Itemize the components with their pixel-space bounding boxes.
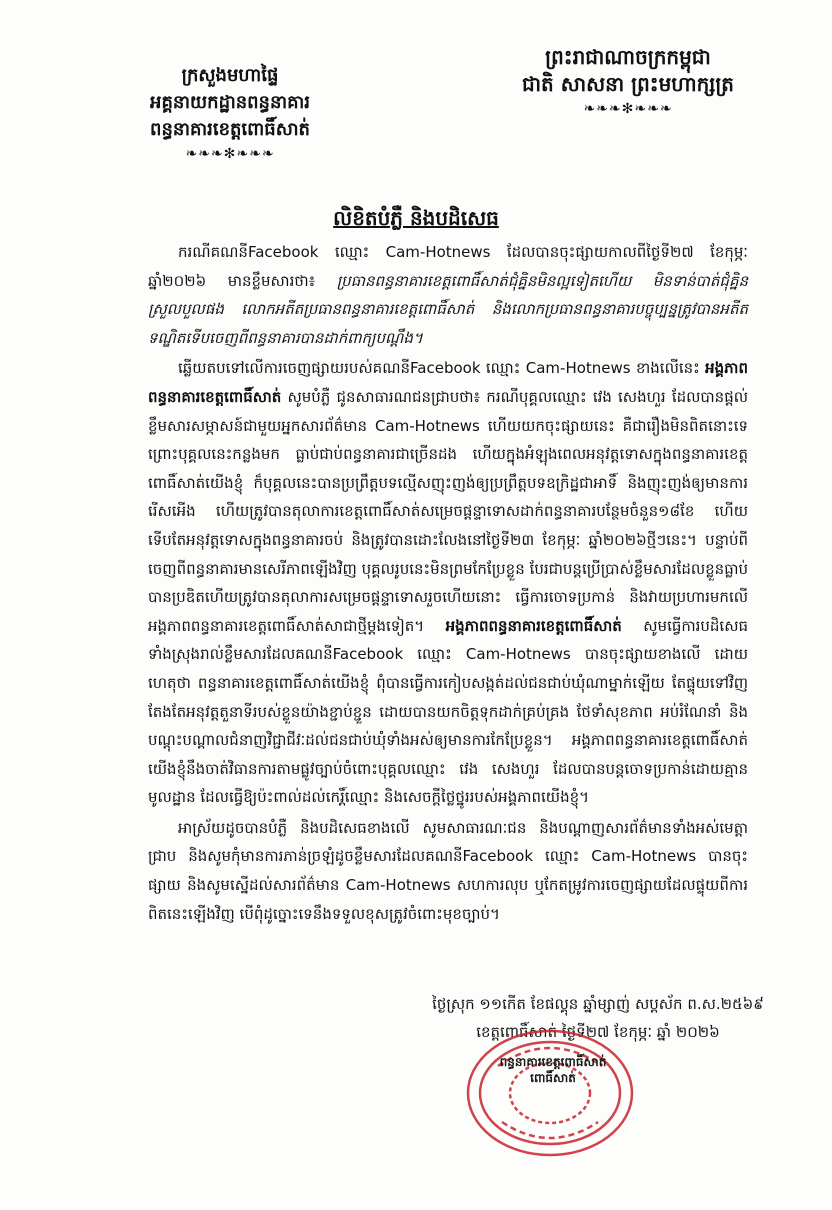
paragraph-2	[148, 354, 748, 812]
prison-name: ពន្ធនាគារខេត្តពោធិ៍សាត់	[150, 119, 310, 140]
document-title: លិខិតបំភ្លឺ និងបដិសេធ	[333, 206, 499, 230]
ministry-name: ក្រសួងមហាផ្ទៃ	[181, 65, 279, 86]
lunar-date: ថ្ងៃស្រុក ១១កើត ខែផល្គុន ឆ្នាំម្សាញ់ សប្តស័ក ព.ស.២៥៦៩	[432, 995, 764, 1013]
organization-name-2: អង្គភាពពន្ធនាគារខេត្តពោធិ៍សាត់	[445, 616, 622, 635]
paragraph-2-text-2: សូមធ្វើការបដិសេធទាំងស្រុងរាល់ខ្លឹមសារដែលគណនីFacebook ឈ្មោះ Cam-Hotnews បានចុះផ្សាយខាងលើ ដោយហេតុថា ពន្ធនាគារខេត្តពោធិ៍សាត់យើងខ្ញុំ ពុំបានធ្វើការកៀបសង្កត់ដល់ជនជាប់ឃុំណាម្នាក់ឡើយ តែផ្ទុយទៅវិញ តែងតែអនុវត្តតួនាទីរបស់ខ្លួនយ៉ាងខ្ជាប់ខ្ជួន ដោយបានយកចិត្តទុកដាក់គ្រប់គ្រង ថែទាំសុខភាព អប់រំណែនាំ និងបណ្តុះបណ្តាលជំនាញវិជ្ជាជីវៈដល់ជនជាប់ឃុំទាំងអស់ឲ្យមានការកែប្រែខ្លួន។ អង្គភាពពន្ធនាគារខេត្តពោធិ៍សាត់យើងខ្ញុំនឹងចាត់វិធានការតាមផ្លូវច្បាប់ចំពោះបុគ្គលឈ្មោះ វេង សេងហួរ ដែលបានបន្តចោទប្រកាន់ដោយគ្មានមូលដ្ឋាន ដែលធ្វើឱ្យប៉ះពាល់ដល់កេរ្តិ៍ឈ្មោះ និងសេចក្តីថ្លៃថ្នូររបស់អង្គភាពយើងខ្ញុំ។	[148, 616, 748, 807]
ministry-header	[110, 62, 350, 163]
paragraph-1-lead: ករណីគណនីFacebook ឈ្មោះ Cam-Hotnews ដែលបានចុះផ្សាយកាលពីថ្ងៃទី២៧ ខែកុម្ភៈ ឆ្នាំ២០២៦ មានខ្លឹមសារថា៖	[148, 243, 748, 290]
paragraph-2-lead: ឆ្លើយតបទៅលើការចេញផ្សាយរបស់គណនីFacebook ឈ្មោះ Cam-Hotnews ខាងលើនេះ	[178, 359, 706, 378]
department-name: អគ្គនាយកដ្ឋានពន្ធនាគារ	[150, 92, 310, 113]
kingdom-header	[478, 44, 778, 118]
quoted-post-content: ប្រធានពន្ធនាគារខេត្តពោធិ៍សាត់ជុំគ្និនមិនល្អទៀតហើយ មិនទាន់បាត់ជុំគ្និនស្រួលបួលផង លោកអតីតប្រធានពន្ធនាគារខេត្តពោធិ៍សាត់ និងលោកប្រធានពន្ធនាគារបច្ចុប្បន្នត្រូវបានអតីតទណ្ឌិតទើបចេញពីពន្ធនាគារបានដាក់ពាក្យបណ្តឹង។	[148, 271, 748, 347]
organization-name: អង្គភាពពន្ធនាគារខេត្តពោធិ៍សាត់	[148, 359, 748, 406]
paragraph-3	[148, 814, 748, 928]
ornament-divider-left: ❧❧❧✻❧❧❧	[185, 146, 275, 162]
national-motto: ជាតិ សាសនា ព្រះមហាក្សត្រ	[522, 72, 734, 96]
seal-text-line1: ពន្ធនាគារខេត្តពោធិ៍សាត់	[499, 1055, 607, 1069]
paragraph-3-text: អាស្រ័យដូចបានបំភ្លឺ និងបដិសេធខាងលើ សូមសាធារណៈជន និងបណ្តាញសារព័ត៌មានទាំងអស់មេត្តាជ្រាប និងសូមកុំមានការភាន់ច្រឡំដូចខ្លឹមសារដែលគណនីFacebook ឈ្មោះ Cam-Hotnews បានចុះផ្សាយ និងសូមស្នើដល់សារព័ត៌មាន Cam-Hotnews សហការលុប ឬកែតម្រូវការចេញផ្សាយដែលផ្ទុយពីការពិតនេះឡើងវិញ បើពុំដូច្នោះទេនឹងទទួលខុសត្រូវចំពោះមុខច្បាប់។	[148, 818, 748, 923]
letter-body	[148, 238, 748, 928]
paragraph-2-text: សូមបំភ្លឺ ជូនសាធារណជនជ្រាបថា៖ ករណីបុគ្គលឈ្មោះ វេង សេងហួរ ដែលបានផ្តល់ខ្លឹមសារសម្ភាសន៍ជាមួយអ្នកសារព័ត៌មាន Cam-Hotnews ហើយយកចុះផ្សាយនេះ គឺជារឿងមិនពិតនោះទេ ព្រោះបុគ្គលនេះកន្លងមក ធ្លាប់ជាប់ពន្ធនាគារជាច្រើនដង ហើយក្នុងអំឡុងពេលអនុវត្តទោសក្នុងពន្ធនាគារខេត្តពោធិ៍សាត់យើងខ្ញុំ ក៏បុគ្គលនេះបានប្រព្រឹត្តបទល្មើសញុះញង់ឲ្យប្រព្រឹត្តបទឧក្រិដ្ឋជាអាទិ៍ និងញុះញង់ឲ្យមានការរើសអើង ហើយត្រូវបានតុលាការខេត្តពោធិ៍សាត់សម្រេចផ្តន្ទាទោសដាក់ពន្ធនាគារបន្ថែមចំនួន១៨ខែ ហើយទើបតែអនុវត្តទោសក្នុងពន្ធនាគារចប់ និងត្រូវបានដោះលែងនៅថ្ងៃទី២៣ ខែកុម្ភៈ ឆ្នាំ២០២៦ថ្មីៗនេះ។ បន្ទាប់ពីចេញពីពន្ធនាគារមានសេរីភាពឡើងវិញ បុគ្គលរូបនេះមិនព្រមកែប្រែខ្លួន បែរជាបន្តប្រើប្រាស់ខ្លឹមសារដែលខ្លួនធ្លាប់បានប្រឌិតហើយត្រូវបានតុលាការសម្រេចផ្តន្ទាទោសរួចហើយនោះ ធ្វើការចោទប្រកាន់ និងវាយប្រហារមកលើអង្គភាពពន្ធនាគារខេត្តពោធិ៍សាត់សាជាថ្មីម្តងទៀត។	[148, 387, 748, 635]
official-seal-icon	[462, 1026, 638, 1160]
kingdom-name: ព្រះរាជាណាចក្រកម្ពុជា	[545, 45, 711, 69]
ornament-divider-right: ❧❧❧✻❧❧❧	[583, 101, 673, 117]
seal-text-line2: ពោធិ៍សាត់	[530, 1071, 576, 1085]
solar-date: ខេត្តពោធិ៍សាត់ ថ្ងៃទី២៧ ខែកុម្ភៈ ឆ្នាំ ២០២៦	[476, 1023, 720, 1041]
paragraph-1	[148, 238, 748, 352]
